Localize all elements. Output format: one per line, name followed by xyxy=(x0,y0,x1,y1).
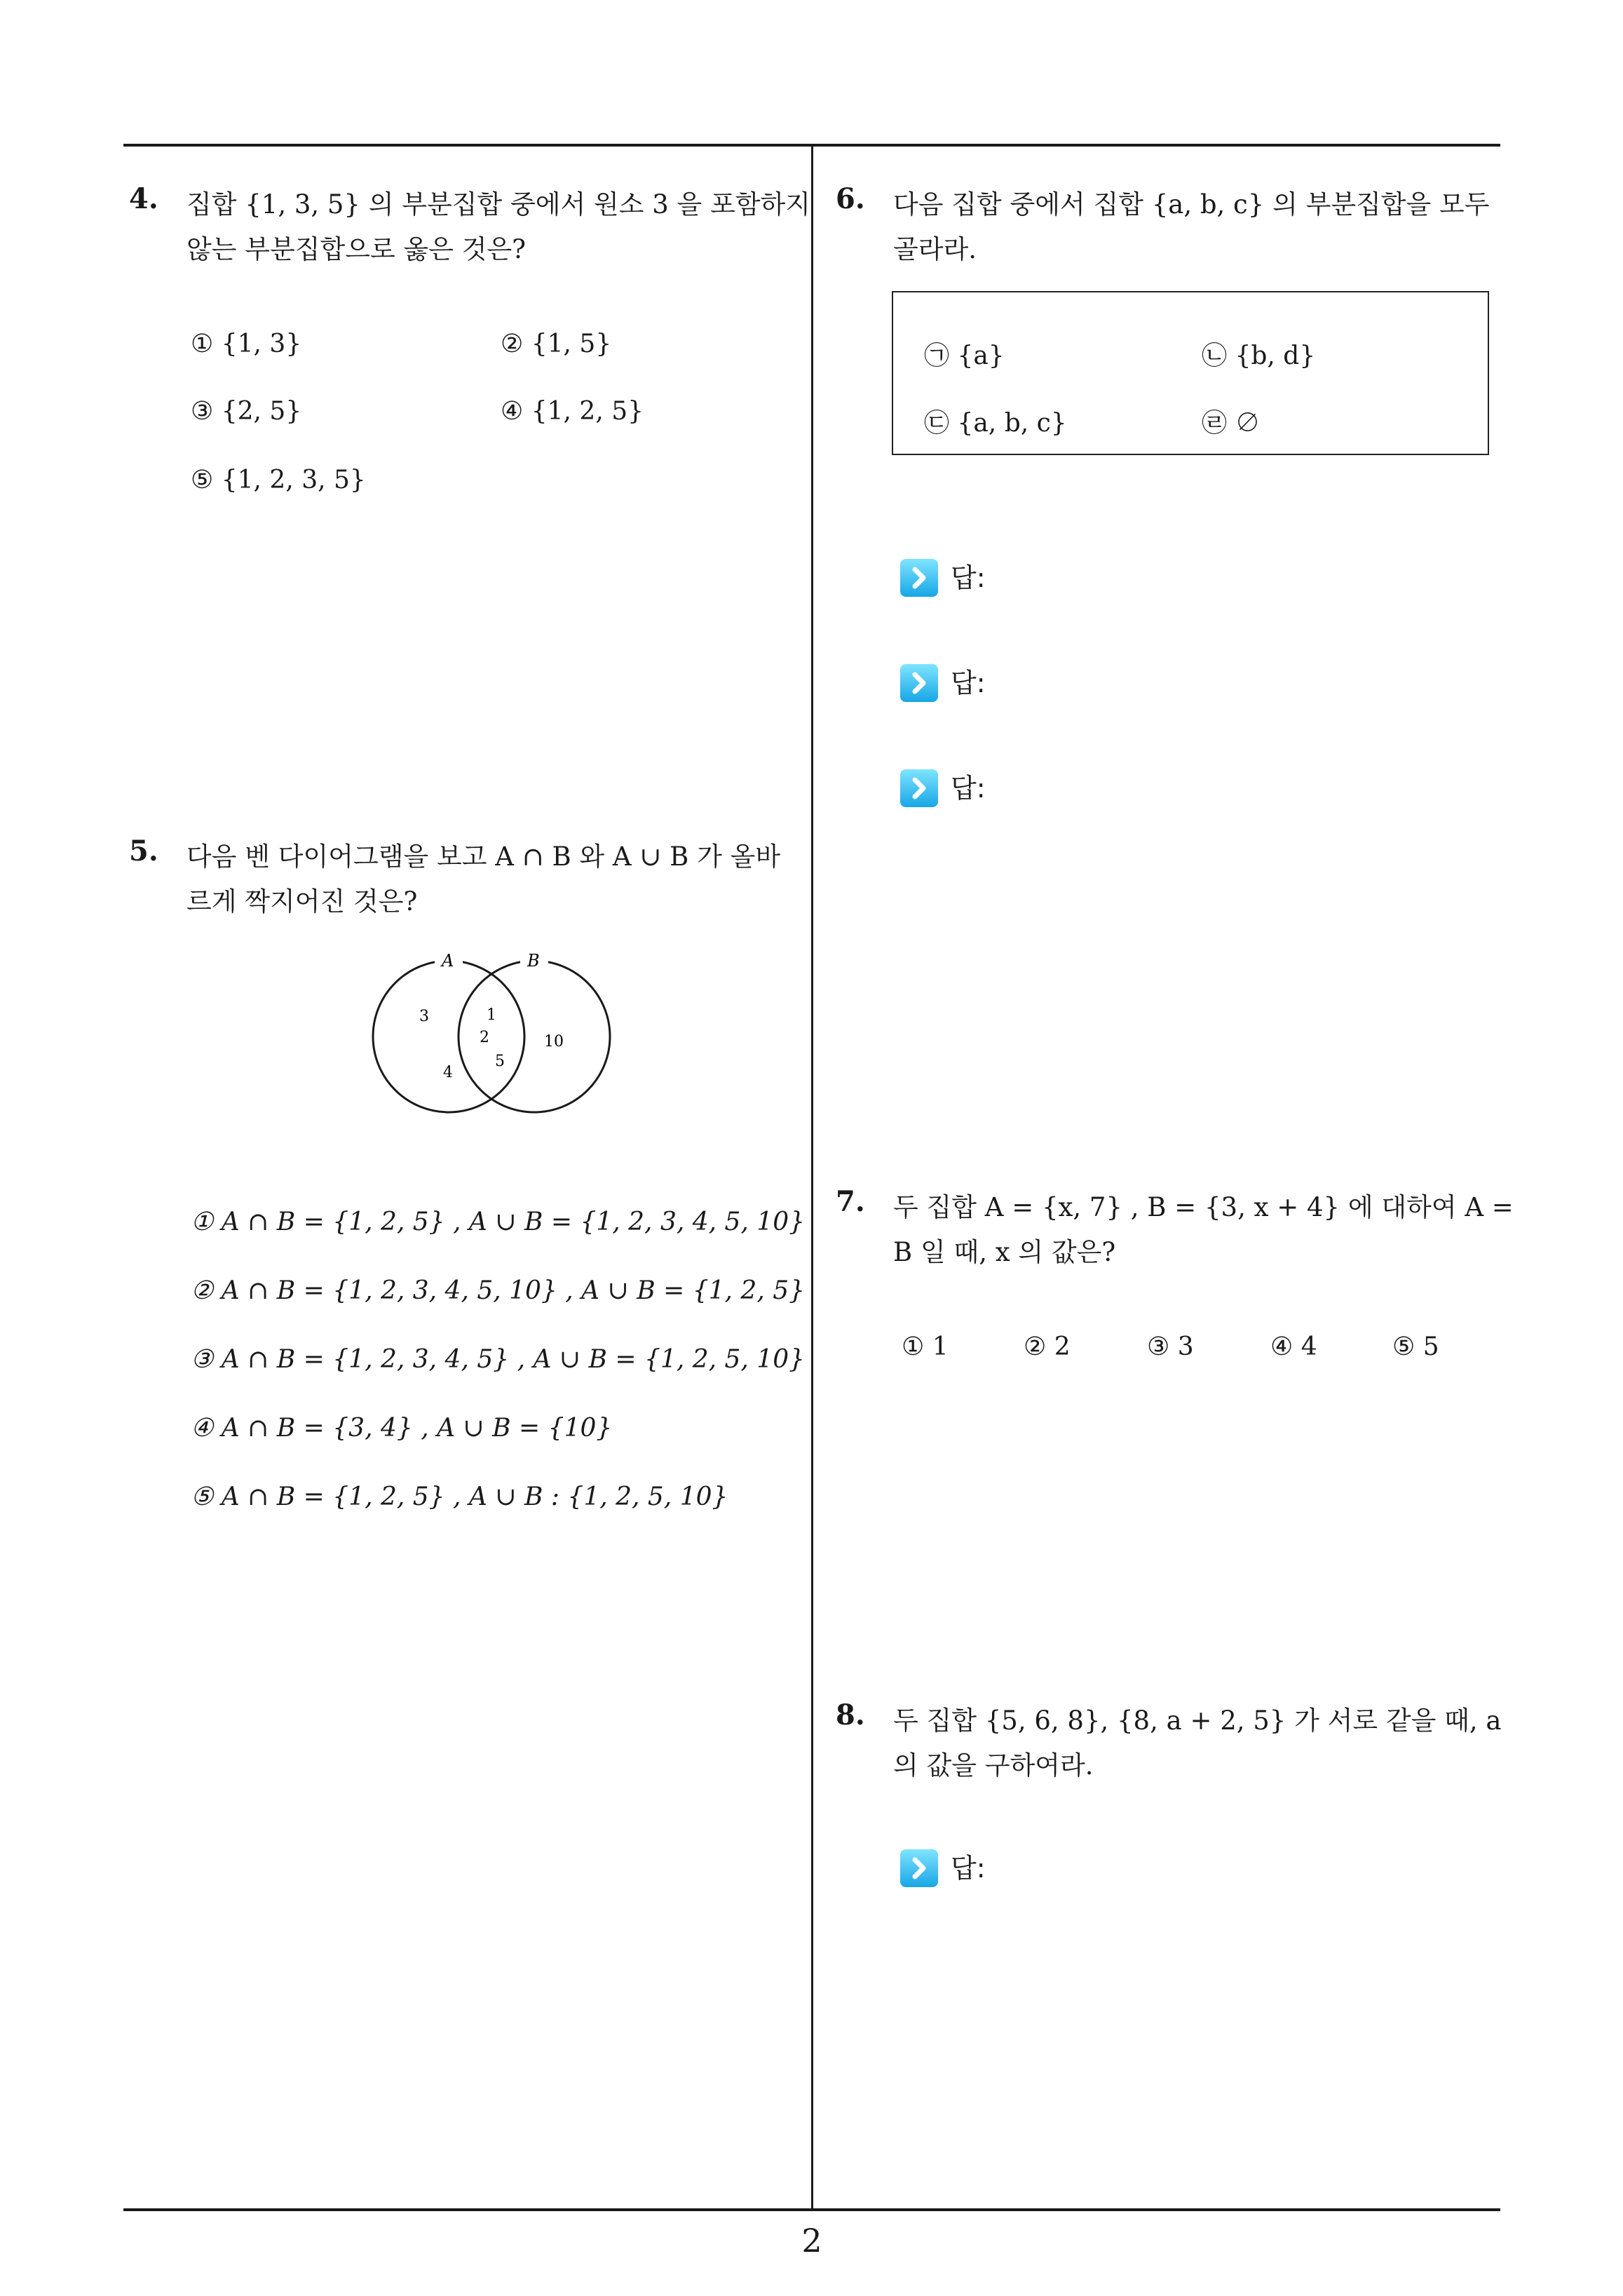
option-4[interactable]: ④ A ∩ B = {3, 4} , A ∪ B = {10} xyxy=(191,1414,613,1443)
question-number: 5. xyxy=(129,835,158,867)
option-1[interactable]: ① 1 xyxy=(902,1332,949,1361)
element-intersection: 5 xyxy=(495,1053,505,1070)
question-line: 다음 벤 다이어그램을 보고 A ∩ B 와 A ∪ B 가 올바 xyxy=(186,842,781,872)
option-4[interactable]: ④ 4 xyxy=(1270,1332,1317,1361)
question-line: 집합 {1, 3, 5} 의 부분집합 중에서 원소 3 을 포함하지 xyxy=(186,189,810,220)
question-line: 다음 집합 중에서 집합 {a, b, c} 의 부분집합을 모두 xyxy=(893,189,1490,220)
venn-diagram xyxy=(365,947,631,1122)
question-text xyxy=(186,835,780,924)
answer-label: 답: xyxy=(951,562,986,593)
answer-arrow-icon xyxy=(900,559,938,597)
box-item-2[interactable]: ㉡ {b, d} xyxy=(1202,342,1316,370)
option-4[interactable]: ④ {1, 2, 5} xyxy=(501,397,644,426)
option-5[interactable]: ⑤ 5 xyxy=(1392,1332,1439,1361)
question-line: 않는 부분집합으로 옳은 것은? xyxy=(186,234,527,264)
question-text xyxy=(893,1699,1501,1788)
question-number: 6. xyxy=(836,182,865,215)
question-number: 4. xyxy=(129,182,158,215)
question-line: B 일 때, x 의 값은? xyxy=(893,1237,1116,1267)
page-number: 2 xyxy=(801,2222,822,2260)
answer-arrow-icon xyxy=(900,769,938,807)
option-3[interactable]: ③ A ∩ B = {1, 2, 3, 4, 5} , A ∪ B = {1, 2, 5, 10} xyxy=(191,1345,806,1374)
element-only-a: 3 xyxy=(419,1008,429,1025)
option-3[interactable]: ③ {2, 5} xyxy=(191,397,302,426)
question-text xyxy=(893,182,1490,272)
question-line: 두 집합 {5, 6, 8}, {8, a + 2, 5} 가 서로 같을 때, a xyxy=(893,1706,1502,1736)
choice-box xyxy=(892,291,1489,455)
bottom-rule xyxy=(123,2208,1500,2211)
question-number: 7. xyxy=(836,1185,865,1218)
question-text xyxy=(186,182,810,272)
answer-label: 답: xyxy=(951,773,986,804)
column-divider xyxy=(811,145,813,2210)
element-intersection: 2 xyxy=(480,1029,489,1046)
element-only-b: 10 xyxy=(544,1033,564,1051)
option-3[interactable]: ③ 3 xyxy=(1147,1332,1194,1361)
option-1[interactable]: ① A ∩ B = {1, 2, 5} , A ∪ B = {1, 2, 3, 4, 5, 10} xyxy=(191,1208,806,1236)
set-a-label: A xyxy=(442,951,454,971)
question-number: 8. xyxy=(836,1699,865,1731)
option-2[interactable]: ② 2 xyxy=(1024,1332,1071,1361)
option-2[interactable]: ② {1, 5} xyxy=(501,330,612,358)
set-a-circle xyxy=(373,961,524,1112)
answer-arrow-icon xyxy=(900,1849,938,1887)
answer-label: 답: xyxy=(951,668,986,698)
question-line: 골라라. xyxy=(893,234,977,264)
option-1[interactable]: ① {1, 3} xyxy=(191,330,302,358)
option-2[interactable]: ② A ∩ B = {1, 2, 3, 4, 5, 10} , A ∪ B = {1, 2, 5} xyxy=(191,1276,806,1305)
answer-arrow-icon xyxy=(900,664,938,702)
question-line: 두 집합 A = {x, 7} , B = {3, x + 4} 에 대하여 A = xyxy=(893,1192,1514,1222)
question-line: 르게 짝지어진 것은? xyxy=(186,886,418,917)
box-item-3[interactable]: ㉢ {a, b, c} xyxy=(924,409,1067,438)
element-only-a: 4 xyxy=(443,1064,453,1081)
question-text xyxy=(893,1185,1514,1275)
box-item-4[interactable]: ㉣ ∅ xyxy=(1202,409,1261,438)
option-5[interactable]: ⑤ A ∩ B = {1, 2, 5} , A ∪ B : {1, 2, 5, 10} xyxy=(191,1483,728,1511)
question-line: 의 값을 구하여라. xyxy=(893,1750,1094,1781)
answer-label: 답: xyxy=(951,1853,986,1884)
box-item-1[interactable]: ㉠ {a} xyxy=(924,342,1005,370)
set-b-label: B xyxy=(527,951,540,971)
option-5[interactable]: ⑤ {1, 2, 3, 5} xyxy=(191,466,366,494)
element-intersection: 1 xyxy=(487,1006,496,1024)
